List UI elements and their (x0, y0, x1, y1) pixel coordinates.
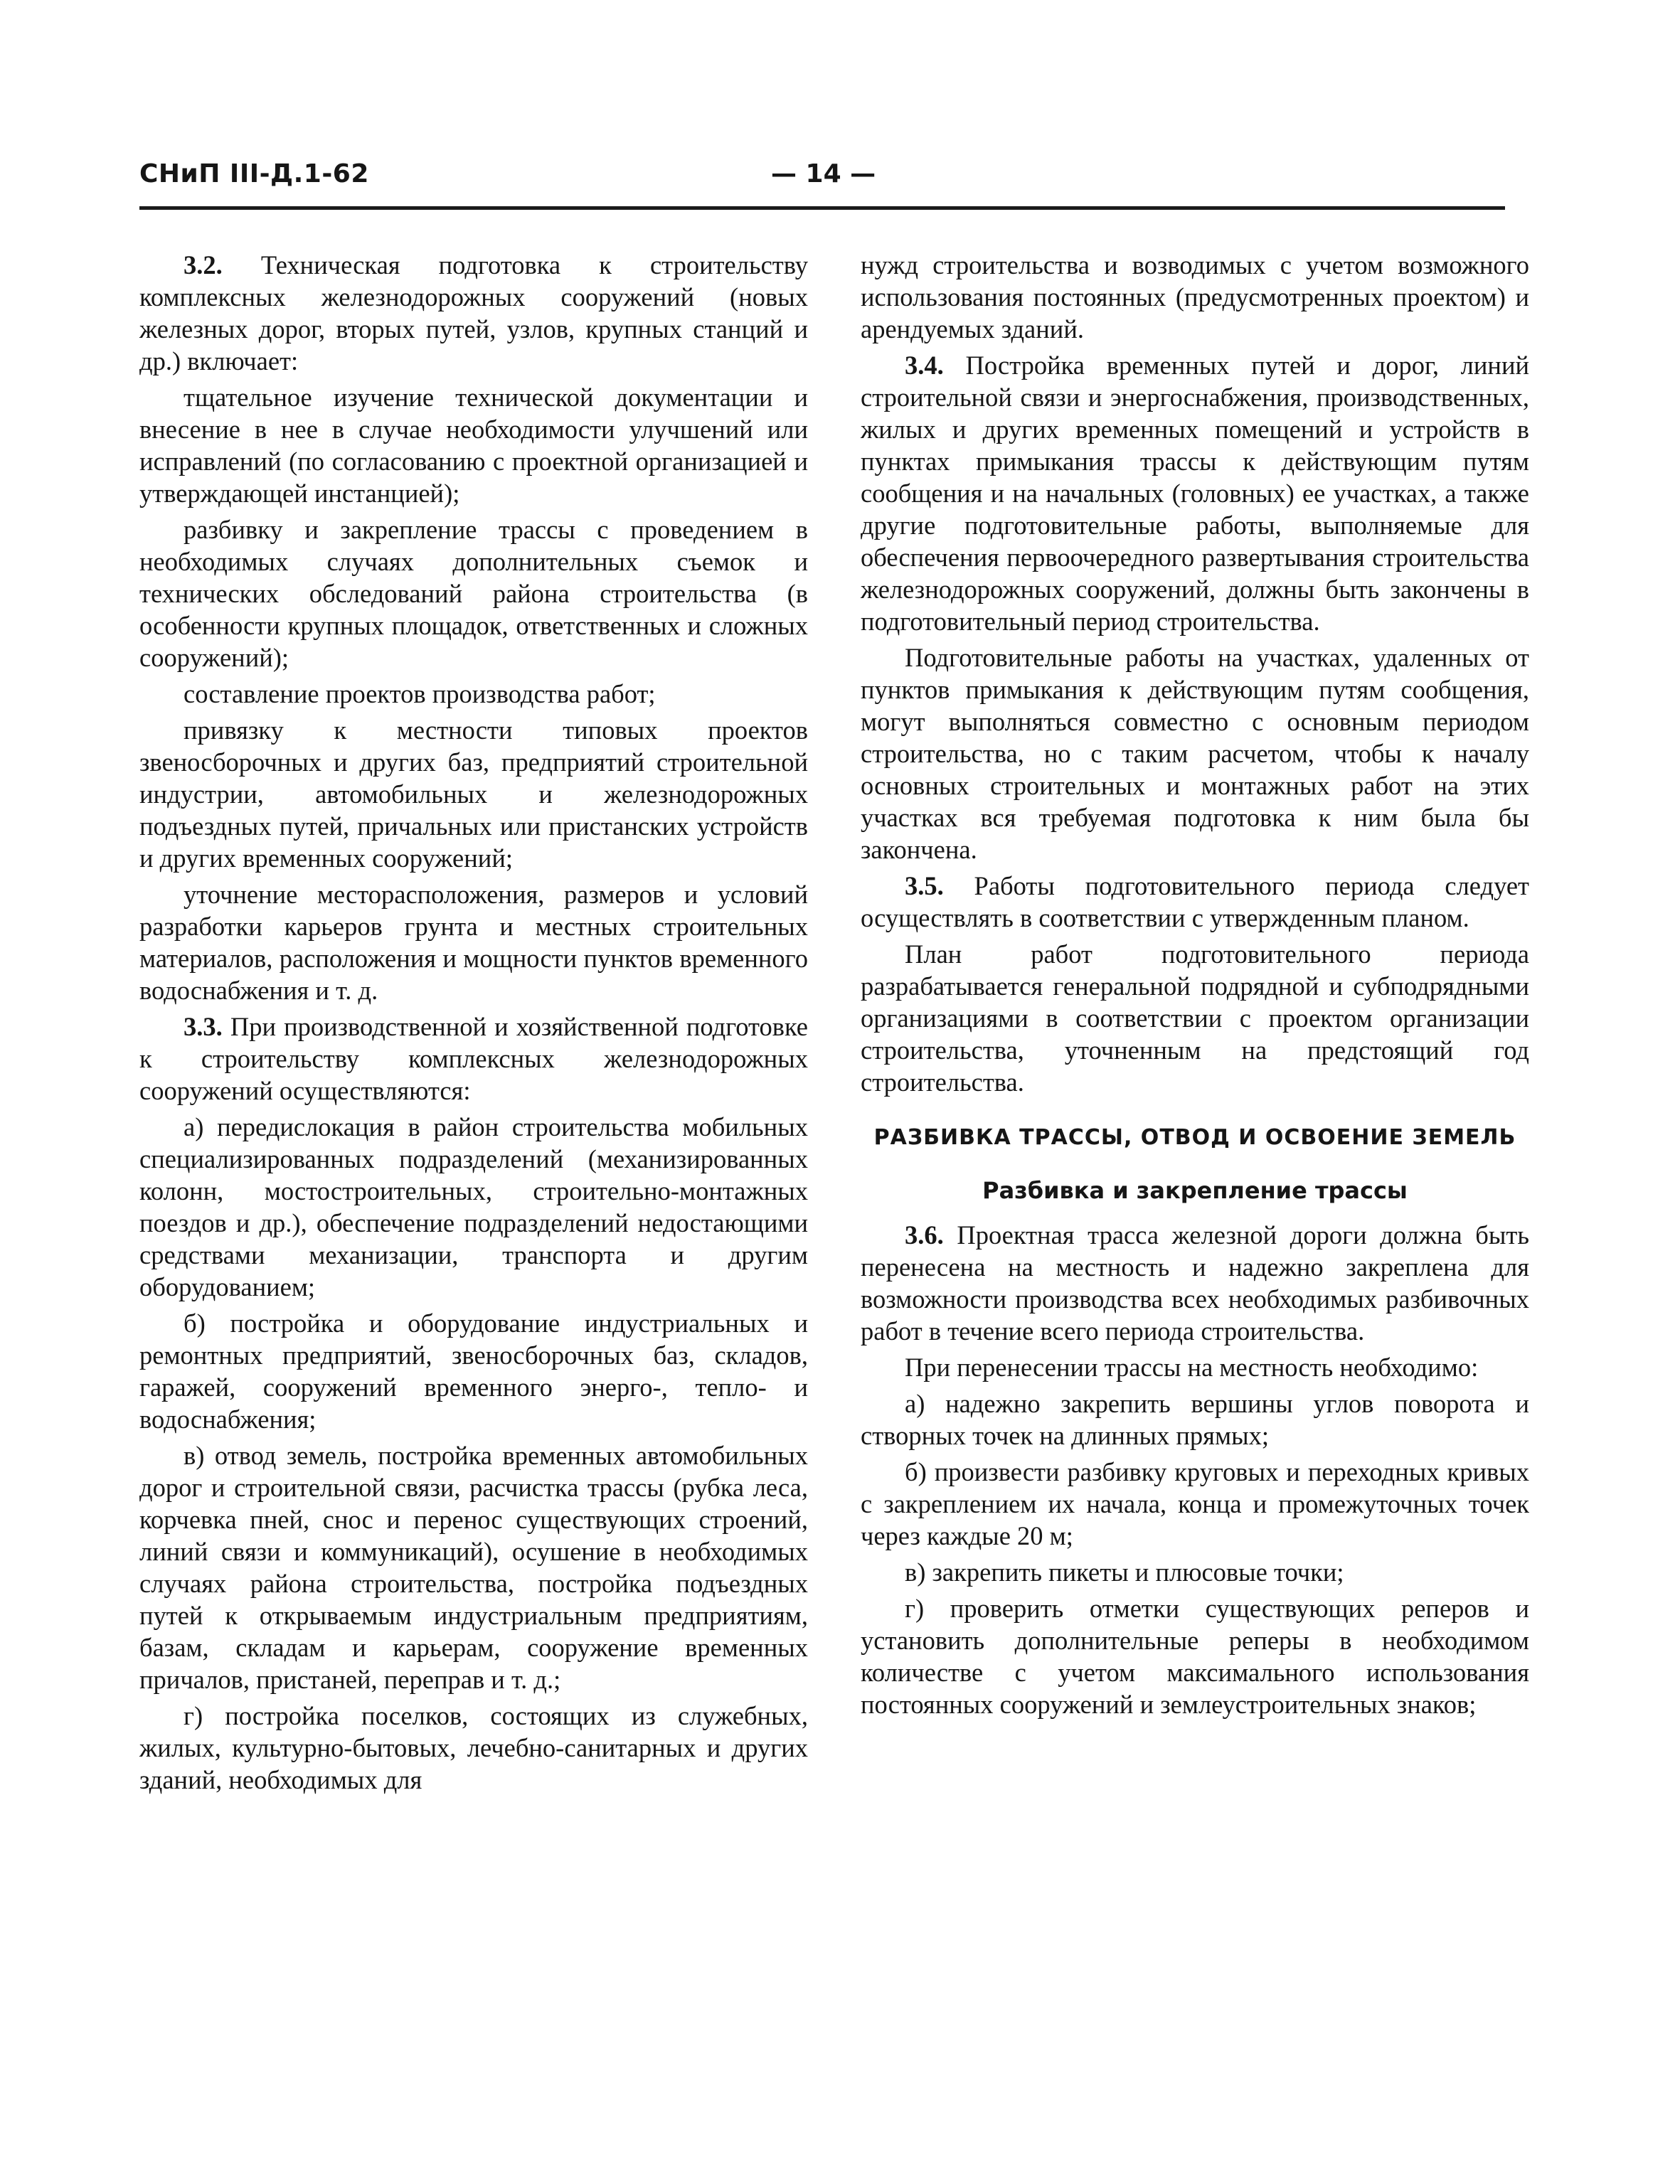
paragraph: а) передислокация в район строительства мобильных специализированных подразделений (механизированных колонн, мостостроительных, строительно-монтажных поездов и др.), обеспечение подразделений недостающими средствами механизации, транспорта и другим оборудованием; (139, 1112, 808, 1301)
paragraph: составление проектов производства работ; (184, 679, 656, 708)
running-head: СНиП III-Д.1-62 (139, 159, 369, 188)
paragraph-text: При производственной и хозяйственной подготовке к строительству комплексных железнодорожных сооружений осуществляются: (139, 1012, 809, 1105)
clause-number: 3.2. (184, 250, 223, 279)
paragraph: привязку к местности типовых проектов звеносборочных и других баз, предприятий строительной индустрии, автомобильных и железнодорожных подъездных путей, причальных или пристанских устройств и других временных сооружений; (139, 715, 808, 873)
clause-number: 3.6. (905, 1220, 944, 1250)
paragraph: При перенесении трассы на местность необходимо: (905, 1353, 1479, 1382)
paragraph-text: Постройка временных путей и дорог, линий строительной связи и энергоснабжения, производственных, жилых и других временных помещений и устройств в пунктах примыкания трассы к действующим путям сообщения и на начальных (головных) ее участках, а также другие подготовительные работы, выполняемые для обеспечения первоочередного развертывания строительства железнодорожных сооружений, должны быть закончены в подготовительный период строительства. (861, 351, 1530, 636)
paragraph-continued: нужд строительства и возводимых с учетом возможного использования постоянных (предусмотренных проектом) и арендуемых зданий. (861, 250, 1529, 343)
paragraph: б) постройка и оборудование индустриальных и ремонтных предприятий, звеносборочных баз, складов, гаражей, сооружений временного энерго-, тепло- и водоснабжения; (139, 1309, 808, 1434)
paragraph: в) отвод земель, постройка временных автомобильных дорог и строительной связи, расчистка трассы (рубка леса, корчевка пней, снос и перенос существующих строений, линий связи и коммуникаций), осушение в необходимых случаях района строительства, постройка подъездных путей к открываемым индустриальным предприятиям, базам, складам и карьерам, сооружение временных причалов, пристаней, переправ и т. д.; (139, 1441, 808, 1694)
paragraph-text: Техническая подготовка к строительству комплексных железнодорожных сооружений (новых железных дорог, вторых путей, узлов, крупных станций и др.) включает: (139, 250, 808, 375)
subsection-heading: Разбивка и закрепление трассы (982, 1177, 1408, 1204)
paragraph-text: Проектная трасса железной дороги должна быть перенесена на местность и надежно закреплена для возможности производства всех необходимых разбивочных работ в течение всего периода строительства. (861, 1220, 1529, 1346)
paragraph: План работ подготовительного периода разрабатывается генеральной подрядной и субподрядными организациями в соответствии с проектом организации строительства, уточненным на предстоящий год строительства. (861, 939, 1529, 1097)
header-rule (139, 206, 1505, 210)
paragraph: Подготовительные работы на участках, удаленных от пунктов примыкания к действующим путям сообщения, могут выполняться совместно с основным периодом строительства, но с таким расчетом, чтобы к началу основных строительных и монтажных работ на этих участках вся требуемая подготовка к ним была бы закончена. (861, 643, 1529, 864)
right-column (861, 249, 1529, 1725)
page-header (139, 159, 1505, 202)
paragraph-3-4 (861, 349, 1529, 637)
page-number: — 14 — (771, 159, 876, 188)
paragraph: уточнение месторасположения, размеров и условий разработки карьеров грунта и местных строительных материалов, расположения и мощности пунктов временного водоснабжения и т. д. (139, 880, 808, 1005)
clause-number: 3.5. (905, 871, 944, 900)
left-column (139, 249, 808, 1800)
paragraph: г) постройка поселков, состоящих из служебных, жилых, культурно-бытовых, лечебно-санитарных и других зданий, необходимых для (139, 1701, 808, 1794)
paragraph: б) произвести разбивку круговых и переходных кривых с закреплением их начала, конца и промежуточных точек через каждые 20 м; (861, 1457, 1529, 1550)
paragraph: в) закрепить пикеты и плюсовые точки; (905, 1557, 1344, 1587)
paragraph: г) проверить отметки существующих реперов и установить дополнительные реперы в необходимом количестве с учетом максимального использования постоянных сооружений и землеустроительных знаков; (861, 1594, 1529, 1719)
paragraph-3-5 (861, 870, 1529, 934)
paragraph-3-6 (861, 1219, 1529, 1347)
paragraph-3-3 (139, 1011, 808, 1107)
clause-number: 3.4. (905, 351, 944, 380)
paragraph: а) надежно закрепить вершины углов поворота и створных точек на длинных прямых; (861, 1389, 1529, 1450)
paragraph-3-2 (139, 249, 808, 377)
paragraph-text: Работы подготовительного периода следует осуществлять в соответствии с утвержденным планом. (861, 871, 1530, 932)
paragraph: тщательное изучение технической документации и внесение в нее в случае необходимости улучшений или исправлений (по согласованию с проектной организацией и утверждающей инстанцией); (139, 383, 808, 508)
section-heading: РАЗБИВКА ТРАССЫ, ОТВОД И ОСВОЕНИЕ ЗЕМЕЛЬ (873, 1125, 1516, 1150)
clause-number: 3.3. (184, 1012, 223, 1041)
paragraph: разбивку и закрепление трассы с проведением в необходимых случаях дополнительных съемок и технических обследований района строительства (в особенности крупных площадок, ответственных и сложных сооружений); (139, 515, 808, 672)
